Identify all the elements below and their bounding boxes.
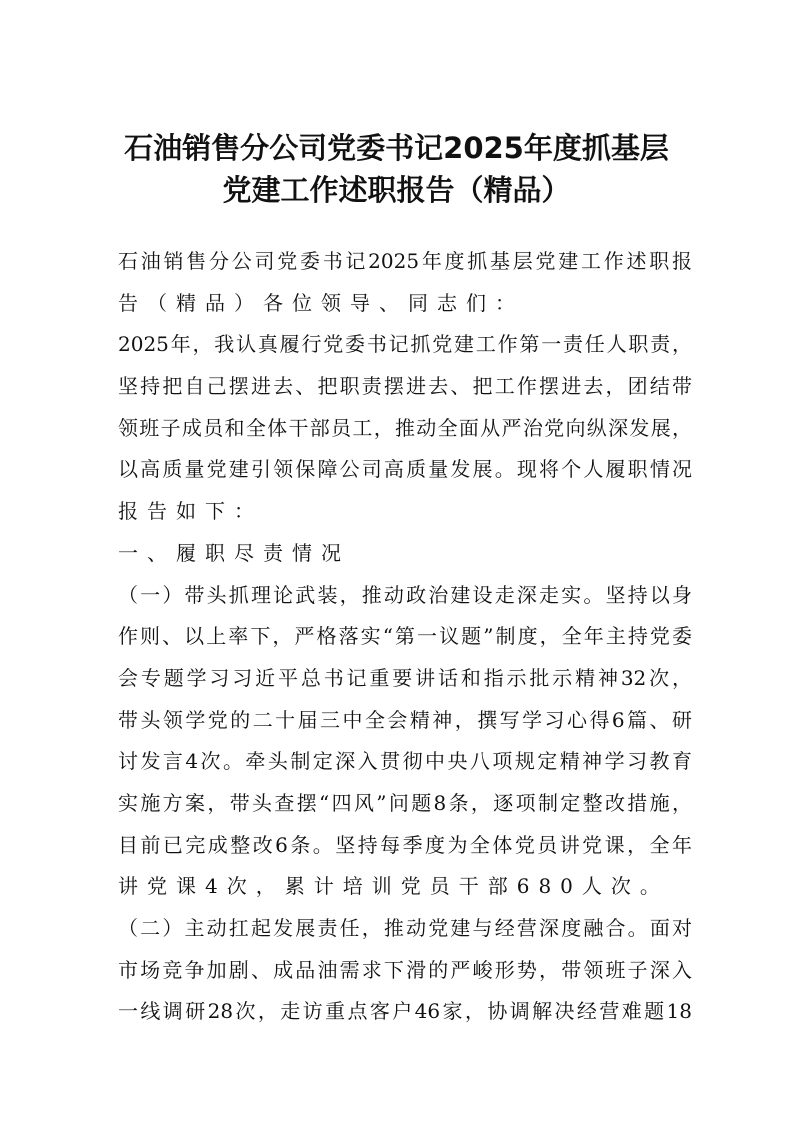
body-text-line: 领班子成员和全体干部员工，推动全面从严治党向纵深发展， xyxy=(118,415,692,440)
body-text-line: 一线调研28次，走访重点客户46家，协调解决经营难题18 xyxy=(118,999,692,1024)
body-text-line: 作则、以上率下，严格落实“第一议题”制度，全年主持党委 xyxy=(118,624,692,649)
body-text-line: 会专题学习习近平总书记重要讲话和指示批示精神32次， xyxy=(118,665,692,690)
body-text-line: 石油销售分公司党委书记2025年度抓基层党建工作述职报 xyxy=(118,249,692,273)
body-text-line: （一）带头抓理论武装，推动政治建设走深走实。坚持以身 xyxy=(118,582,692,607)
body-text-line: 告（精品）各位领导、同志们： xyxy=(118,290,524,315)
body-text-line: 目前已完成整改6条。坚持每季度为全体党员讲党课，全年 xyxy=(118,832,692,857)
body-text-line: 实施方案，带头查摆“四风”问题8条，逐项制定整改措施， xyxy=(118,790,692,815)
body-text-line: 2025年，我认真履行党委书记抓党建工作第一责任人职责， xyxy=(118,332,692,357)
document-body xyxy=(118,241,692,1033)
body-text-line: 讨发言4次。牵头制定深入贯彻中央八项规定精神学习教育 xyxy=(118,749,692,774)
document-title-line-2: 党建工作述职报告（精品） xyxy=(222,173,571,207)
document-title-line-1: 石油销售分公司党委书记2025年度抓基层 xyxy=(124,131,669,165)
body-text-line: 坚持把自己摆进去、把职责摆进去、把工作摆进去，团结带 xyxy=(118,374,692,399)
body-text-line: （二）主动扛起发展责任，推动党建与经营深度融合。面对 xyxy=(118,916,692,940)
body-text-line: 一、履职尽责情况 xyxy=(118,540,350,565)
body-text-line: 以高质量党建引领保障公司高质量发展。现将个人履职情况 xyxy=(118,457,692,482)
body-text-line: 讲党课4次，累计培训党员干部680人次。 xyxy=(118,874,669,899)
body-text-line: 市场竞争加剧、成品油需求下滑的严峻形势，带领班子深入 xyxy=(118,957,692,982)
body-text-line: 报告如下： xyxy=(118,499,263,524)
body-text-line: 带头领学党的二十届三中全会精神，撰写学习心得6篇、研 xyxy=(118,707,692,732)
